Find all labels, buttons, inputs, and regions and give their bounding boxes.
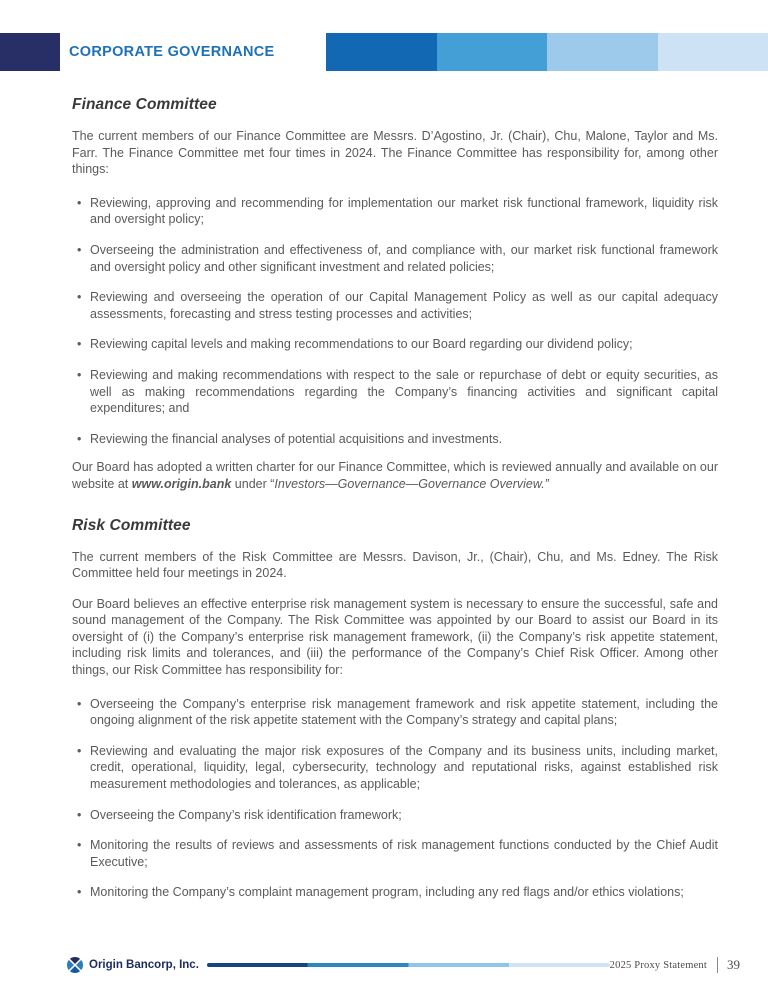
charter-text-post: ” [544,476,549,491]
list-item: • Overseeing the administration and effectiveness of, and compliance with, our market risk functional framework and oversight policy and other significant investment and related policies; [72,242,718,275]
risk-bullet-list [72,696,718,901]
blue-gradient-bar [326,33,768,71]
gradient-segment-2 [437,33,548,71]
footer-divider [717,957,718,973]
footer-document-title: 2025 Proxy Statement [609,959,707,971]
page-content [0,96,768,901]
list-item: • Overseeing the Company’s risk identification framework; [72,807,718,824]
list-item: • Reviewing, approving and recommending for implementation our market risk functional framework, liquidity risk and oversight policy; [72,195,718,228]
page-footer [67,956,740,974]
list-item: • Reviewing and overseeing the operation of our Capital Management Policy as well as our capital adequacy assessments, forecasting and stress testing processes and activities; [72,289,718,322]
risk-committee-heading: Risk Committee [72,516,191,534]
finance-intro-paragraph: The current members of our Finance Committee are Messrs. D’Agostino, Jr. (Chair), Chu, Malone, Taylor and Ms. Farr. The Finance Committee met four times in 2024. The Finance Committee has responsibility for, among other things: [72,129,718,177]
list-item: • Reviewing capital levels and making recommendations to our Board regarding our dividend policy; [72,336,718,353]
charter-text-mid: under “ [231,476,275,491]
list-item: • Monitoring the results of reviews and assessments of risk management functions conducted by the Chief Audit Executive; [72,837,718,870]
list-item: • Reviewing and making recommendations with respect to the sale or repurchase of debt or equity securities, as well as making recommendations regarding the Company’s financing activities and significant capital expenditures; and [72,367,718,417]
website-url-text: www.origin.bank [131,476,232,491]
section-header-band [0,33,768,71]
origin-bancorp-logo-icon [67,957,83,973]
gradient-segment-1 [326,33,437,71]
gradient-segment-3 [547,33,658,71]
section-title: CORPORATE GOVERNANCE [69,44,275,60]
list-item: • Reviewing the financial analyses of potential acquisitions and investments. [72,431,718,448]
footer-right-group [610,957,740,973]
list-item: • Reviewing and evaluating the major risk exposures of the Company and its business units, including market, credit, operational, liquidity, legal, cybersecurity, technology and reputational risks, against established risk measurement methodologies and tolerances, as applicable; [72,743,718,793]
website-nav-path-text: Investors—Governance—Governance Overview. [274,476,545,491]
risk-intro-paragraph: The current members of the Risk Committee are Messrs. Davison, Jr., (Chair), Chu, and Ms. Edney. The Risk Committee held four meetings in 2024. [72,549,718,581]
list-item: • Monitoring the Company’s complaint management program, including any red flags and/or ethics violations; [72,884,718,901]
list-item: • Overseeing the Company’s enterprise risk management framework and risk appetite statement, including the ongoing alignment of the risk appetite statement with the Company’s strategy and capital plans; [72,696,718,729]
finance-committee-heading: Finance Committee [72,96,217,113]
finance-charter-paragraph [72,459,718,492]
charter-text-pre: Our Board has adopted a written charter for our Finance Committee, which is reviewed annually and available on our website at [72,460,718,491]
footer-company-name: Origin Bancorp, Inc. [89,959,199,971]
footer-gradient-line [207,963,610,967]
risk-body-paragraph: Our Board believes an effective enterprise risk management system is necessary to ensure the successful, safe and sound management of the Company. The Risk Committee was appointed by our Board to assist our Board in its oversight of (i) the Company’s enterprise risk management framework, (ii) the Company’s risk appetite statement, including risk limits and tolerances, and (iii) the performance of the Company’s Chief Risk Officer. Among other things, our Risk Committee has responsibility for: [72,596,718,678]
navy-accent-block [0,33,60,71]
finance-bullet-list [72,195,718,448]
gradient-segment-4 [658,33,768,71]
page-number: 39 [727,957,740,972]
